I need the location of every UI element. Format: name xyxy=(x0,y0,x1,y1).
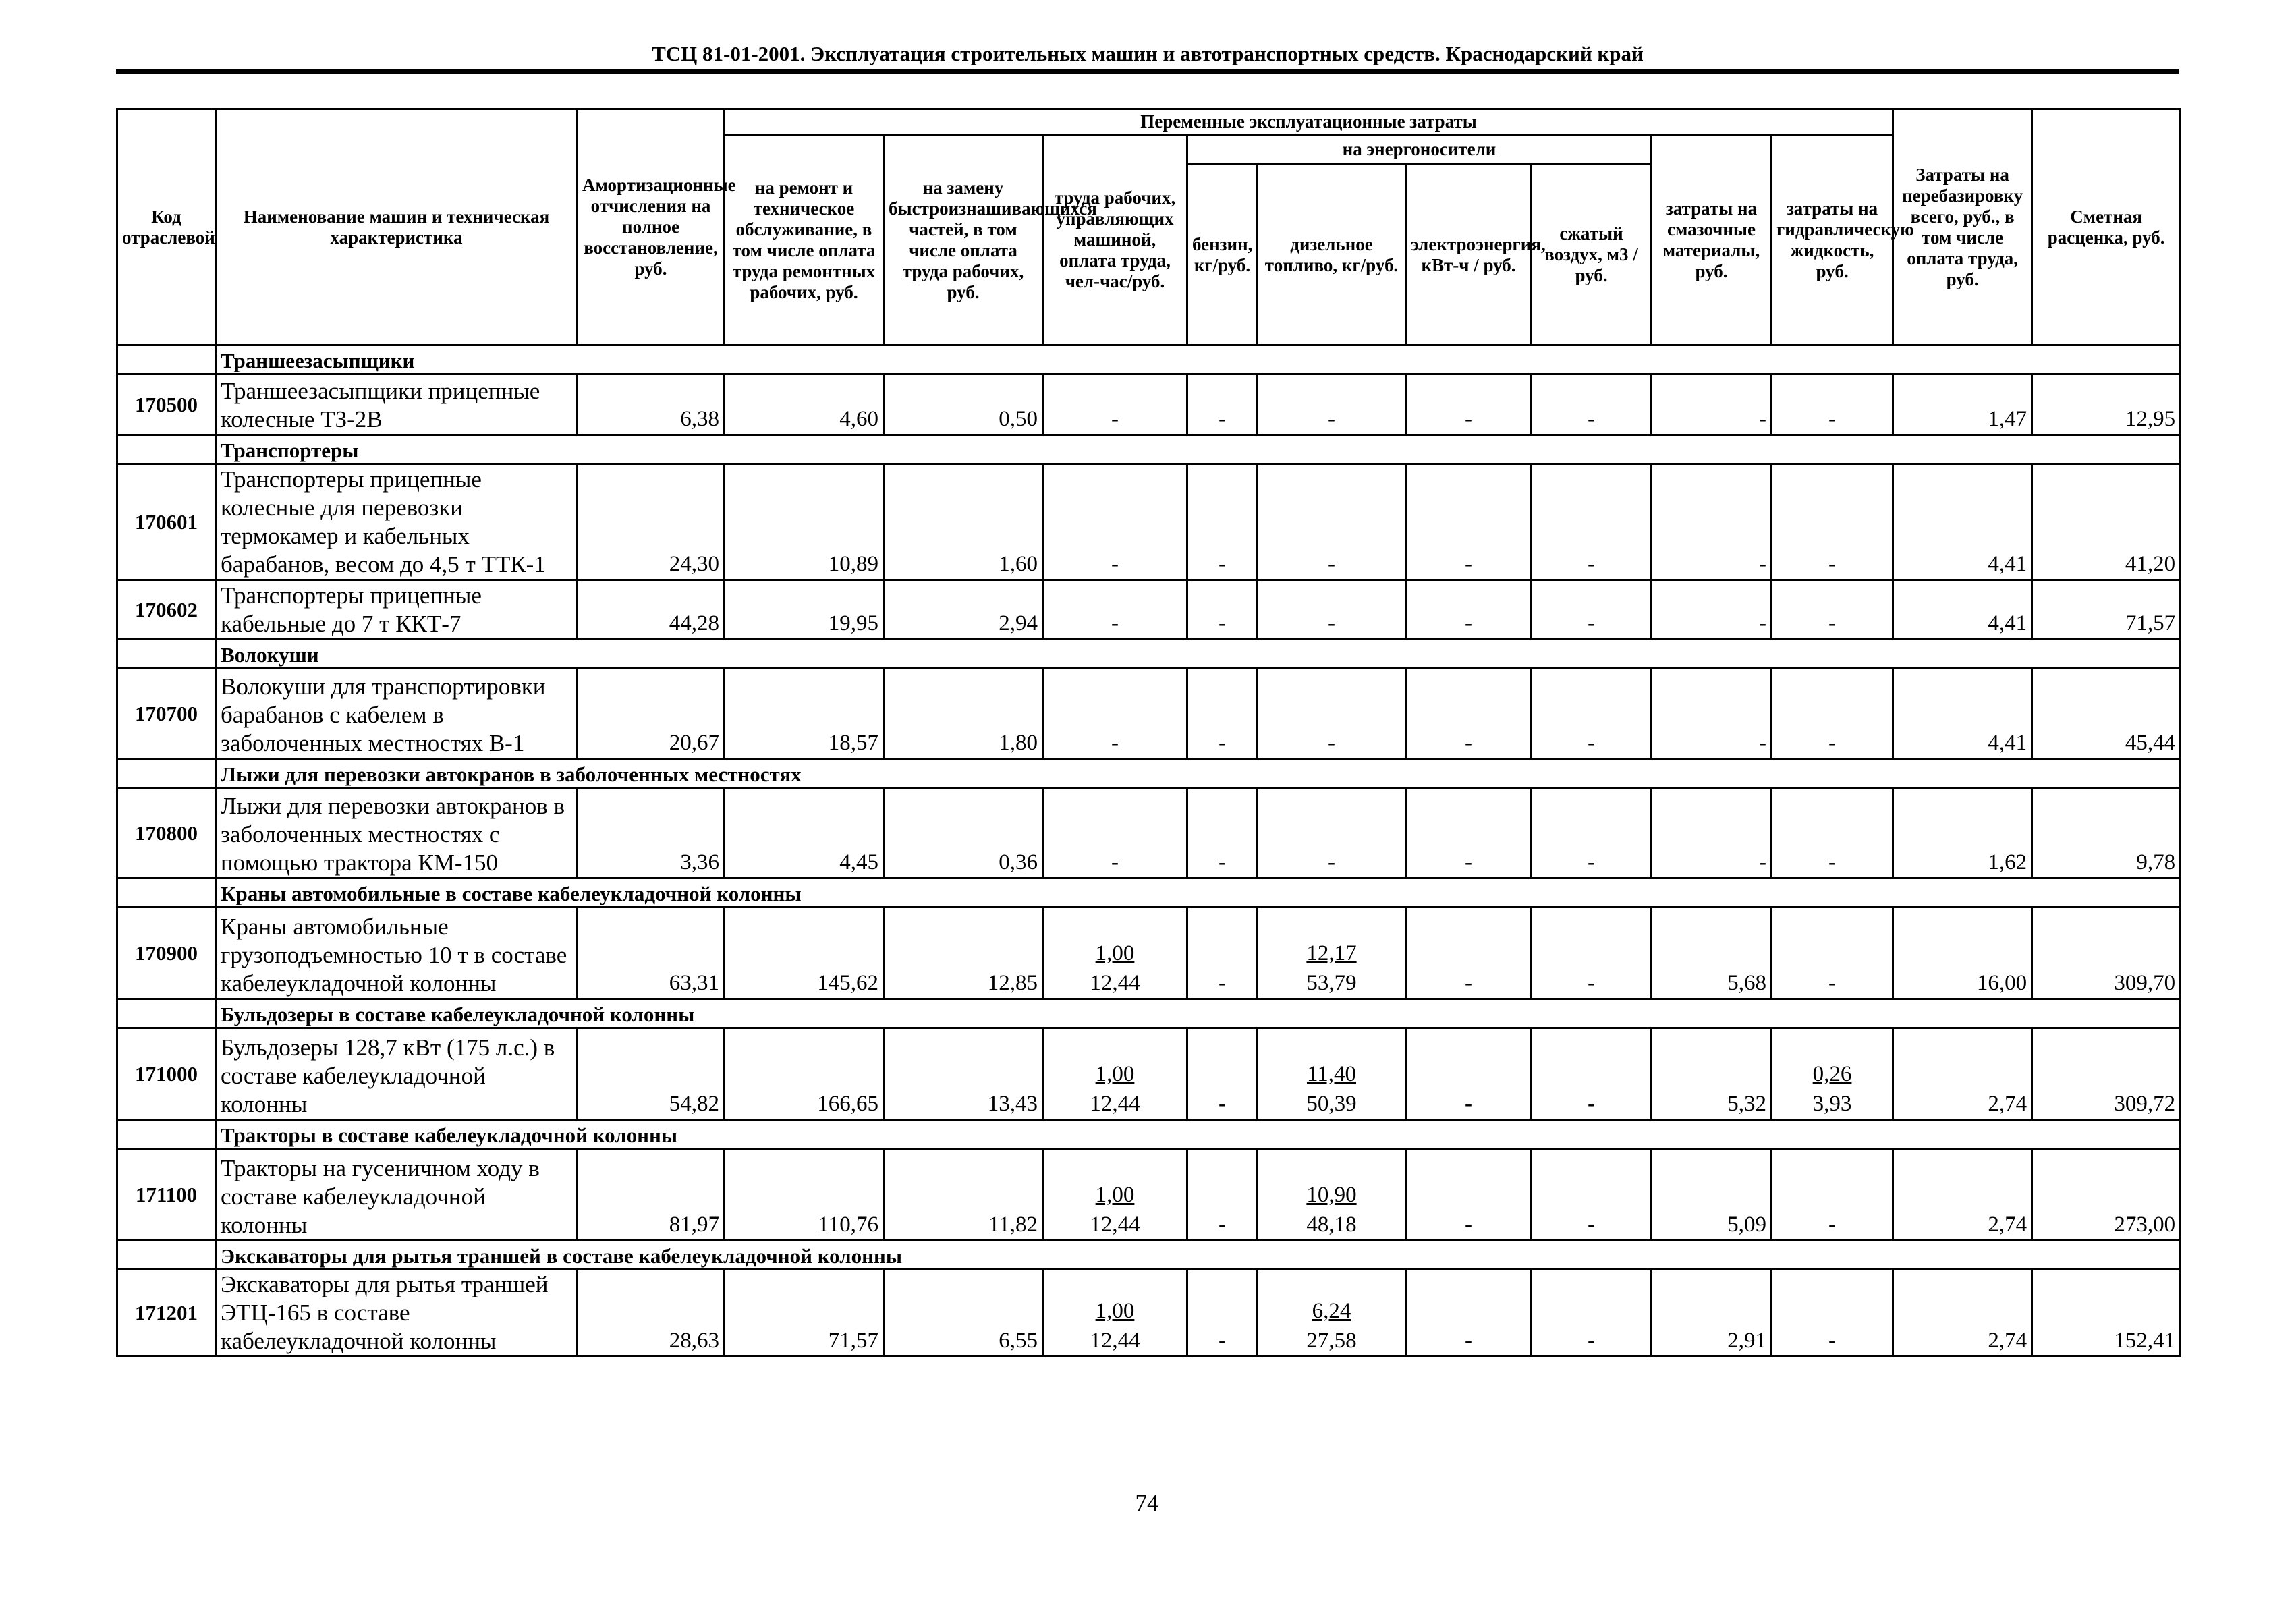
section-row xyxy=(117,1120,2181,1149)
col-name-header: Наименование машин и техническая характеристика xyxy=(216,109,578,345)
row-labor-value: - xyxy=(1111,850,1119,874)
row-labor-value: - xyxy=(1111,552,1119,576)
row-parts: 13,43 xyxy=(884,1028,1043,1120)
row-air: - xyxy=(1532,1149,1652,1241)
row-hydraulic-value: - xyxy=(1828,971,1837,995)
row-electric: - xyxy=(1406,1270,1532,1357)
row-rate: 45,44 xyxy=(2032,669,2181,759)
row-labor-top: 1,00 xyxy=(1095,1062,1135,1086)
section-row xyxy=(117,999,2181,1028)
row-rate: 152,41 xyxy=(2032,1270,2181,1357)
row-hydraulic-value: - xyxy=(1828,552,1837,576)
row-labor-value: - xyxy=(1111,731,1119,755)
row-labor-value: - xyxy=(1111,611,1119,636)
row-lubricants: - xyxy=(1652,464,1772,580)
row-labor-value: 12,44 xyxy=(1090,971,1140,995)
row-name: Траншеезасыпщики прицепные колесные ТЗ-2В xyxy=(216,374,578,435)
col-electric-header: электроэнергия, кВт-ч / руб. xyxy=(1406,165,1532,345)
row-rate: 273,00 xyxy=(2032,1149,2181,1241)
row-relocation: 16,00 xyxy=(1893,907,2032,999)
row-hydraulic-value: - xyxy=(1828,1328,1837,1353)
row-name: Краны автомобильные грузоподъемностью 10 т в составе кабелеукладочной колонны xyxy=(216,907,578,999)
section-code-blank xyxy=(117,345,216,374)
header-rule xyxy=(116,69,2179,74)
col-air-header: сжатый воздух, м3 / руб. xyxy=(1532,165,1652,345)
row-electric: - xyxy=(1406,464,1532,580)
row-electric: - xyxy=(1406,1028,1532,1120)
row-labor-value: 12,44 xyxy=(1090,1212,1140,1237)
row-relocation: 4,41 xyxy=(1893,669,2032,759)
row-lubricants: 5,68 xyxy=(1652,907,1772,999)
row-lubricants: - xyxy=(1652,580,1772,640)
section-row xyxy=(117,878,2181,907)
row-air: - xyxy=(1532,464,1652,580)
row-electric: - xyxy=(1406,788,1532,878)
row-hydraulic xyxy=(1772,580,1893,640)
row-parts: 6,55 xyxy=(884,1270,1043,1357)
row-labor-value: - xyxy=(1111,407,1119,431)
row-amort: 63,31 xyxy=(578,907,725,999)
row-hydraulic xyxy=(1772,374,1893,435)
row-diesel-top: 10,90 xyxy=(1306,1183,1357,1207)
row-code: 170601 xyxy=(117,464,216,580)
row-labor-top: 1,00 xyxy=(1095,1183,1135,1207)
row-repair: 10,89 xyxy=(725,464,884,580)
row-petrol: - xyxy=(1187,788,1258,878)
document-header: ТСЦ 81-01-2001. Эксплуатация строительных машин и автотранспортных средств. Краснодарский край xyxy=(652,42,1644,65)
row-diesel xyxy=(1258,1028,1406,1120)
row-rate: 41,20 xyxy=(2032,464,2181,580)
row-parts: 0,50 xyxy=(884,374,1043,435)
row-hydraulic-value: - xyxy=(1828,407,1837,431)
row-hydraulic-value: - xyxy=(1828,1212,1837,1237)
row-labor xyxy=(1043,1270,1187,1357)
row-hydraulic xyxy=(1772,1270,1893,1357)
row-air: - xyxy=(1532,788,1652,878)
row-diesel xyxy=(1258,464,1406,580)
row-amort: 6,38 xyxy=(578,374,725,435)
row-petrol: - xyxy=(1187,580,1258,640)
col-petrol-header: бензин, кг/руб. xyxy=(1187,165,1258,345)
page-number: 74 xyxy=(1135,1490,1159,1516)
col-variable-header: Переменные эксплуатационные затраты xyxy=(725,109,1893,135)
section-code-blank xyxy=(117,999,216,1028)
row-relocation: 2,74 xyxy=(1893,1028,2032,1120)
col-labor-header: труда рабочих, управляющих машиной, оплата труда, чел-час/руб. xyxy=(1043,135,1187,345)
row-labor-top: 1,00 xyxy=(1095,1299,1135,1323)
row-hydraulic xyxy=(1772,788,1893,878)
col-rate-header: Сметная расценка, руб. xyxy=(2032,109,2181,345)
row-rate: 309,70 xyxy=(2032,907,2181,999)
col-amort-header: Амортизационные отчисления на полное восстановление, руб. xyxy=(578,109,725,345)
row-repair: 4,45 xyxy=(725,788,884,878)
section-title: Транспортеры xyxy=(216,435,2181,464)
row-diesel-value: 53,79 xyxy=(1306,971,1357,995)
row-amort: 20,67 xyxy=(578,669,725,759)
row-petrol: - xyxy=(1187,1270,1258,1357)
row-lubricants: - xyxy=(1652,788,1772,878)
row-hydraulic-value: - xyxy=(1828,731,1837,755)
row-electric: - xyxy=(1406,1149,1532,1241)
row-diesel-value: 50,39 xyxy=(1306,1092,1357,1116)
row-lubricants: 2,91 xyxy=(1652,1270,1772,1357)
section-code-blank xyxy=(117,640,216,669)
section-title: Экскаваторы для рытья траншей в составе кабелеукладочной колонны xyxy=(216,1241,2181,1270)
row-electric: - xyxy=(1406,907,1532,999)
row-air: - xyxy=(1532,580,1652,640)
row-name: Волокуши для транспортировки барабанов с кабелем в заболоченных местностях В-1 xyxy=(216,669,578,759)
row-labor xyxy=(1043,580,1187,640)
row-repair: 145,62 xyxy=(725,907,884,999)
row-repair: 18,57 xyxy=(725,669,884,759)
section-row xyxy=(117,435,2181,464)
row-hydraulic-value: 3,93 xyxy=(1812,1092,1852,1116)
row-lubricants: - xyxy=(1652,669,1772,759)
row-repair: 4,60 xyxy=(725,374,884,435)
row-relocation: 1,62 xyxy=(1893,788,2032,878)
row-diesel-value: - xyxy=(1328,552,1335,576)
row-code: 170700 xyxy=(117,669,216,759)
col-parts-header: на замену быстроизнашивающихся частей, в том числе оплата труда рабочих, руб. xyxy=(884,135,1043,345)
row-air: - xyxy=(1532,669,1652,759)
row-air: - xyxy=(1532,907,1652,999)
row-hydraulic xyxy=(1772,1028,1893,1120)
table-row xyxy=(117,1270,2181,1357)
col-code-header: Код отраслевой xyxy=(117,109,216,345)
row-hydraulic-value: - xyxy=(1828,850,1837,874)
section-code-blank xyxy=(117,878,216,907)
row-air: - xyxy=(1532,1270,1652,1357)
row-code: 171100 xyxy=(117,1149,216,1241)
section-title: Тракторы в составе кабелеукладочной колонны xyxy=(216,1120,2181,1149)
section-code-blank xyxy=(117,435,216,464)
section-title: Краны автомобильные в составе кабелеукладочной колонны xyxy=(216,878,2181,907)
row-parts: 0,36 xyxy=(884,788,1043,878)
col-lubricants-header: затраты на смазочные материалы, руб. xyxy=(1652,135,1772,345)
row-code: 170500 xyxy=(117,374,216,435)
machines-cost-table xyxy=(116,108,2181,1357)
row-parts: 1,80 xyxy=(884,669,1043,759)
row-air: - xyxy=(1532,374,1652,435)
row-parts: 11,82 xyxy=(884,1149,1043,1241)
row-amort: 3,36 xyxy=(578,788,725,878)
row-labor-value: 12,44 xyxy=(1090,1092,1140,1116)
row-amort: 54,82 xyxy=(578,1028,725,1120)
row-petrol: - xyxy=(1187,669,1258,759)
row-name: Экскаваторы для рытья траншей ЭТЦ-165 в составе кабелеукладочной колонны xyxy=(216,1270,578,1357)
table-row xyxy=(117,1028,2181,1120)
row-petrol: - xyxy=(1187,464,1258,580)
section-code-blank xyxy=(117,1241,216,1270)
row-diesel xyxy=(1258,788,1406,878)
table-row xyxy=(117,464,2181,580)
row-diesel-top: 6,24 xyxy=(1312,1299,1351,1323)
row-hydraulic xyxy=(1772,669,1893,759)
row-diesel xyxy=(1258,1270,1406,1357)
row-name: Тракторы на гусеничном ходу в составе кабелеукладочной колонны xyxy=(216,1149,578,1241)
row-diesel-top: 11,40 xyxy=(1306,1062,1357,1086)
row-rate: 9,78 xyxy=(2032,788,2181,878)
row-lubricants: - xyxy=(1652,374,1772,435)
row-petrol: - xyxy=(1187,907,1258,999)
table-row xyxy=(117,788,2181,878)
row-relocation: 2,74 xyxy=(1893,1270,2032,1357)
row-amort: 24,30 xyxy=(578,464,725,580)
row-code: 171201 xyxy=(117,1270,216,1357)
col-diesel-header: дизельное топливо, кг/руб. xyxy=(1258,165,1406,345)
row-diesel-value: 27,58 xyxy=(1306,1328,1357,1353)
row-diesel-value: - xyxy=(1328,850,1335,874)
row-diesel xyxy=(1258,580,1406,640)
row-diesel xyxy=(1258,907,1406,999)
row-amort: 44,28 xyxy=(578,580,725,640)
row-rate: 12,95 xyxy=(2032,374,2181,435)
row-relocation: 2,74 xyxy=(1893,1149,2032,1241)
row-parts: 12,85 xyxy=(884,907,1043,999)
row-repair: 71,57 xyxy=(725,1270,884,1357)
table-row xyxy=(117,1149,2181,1241)
row-relocation: 4,41 xyxy=(1893,580,2032,640)
row-labor xyxy=(1043,1028,1187,1120)
row-name: Бульдозеры 128,7 кВт (175 л.с.) в составе кабелеукладочной колонны xyxy=(216,1028,578,1120)
row-hydraulic-value: - xyxy=(1828,611,1837,636)
row-labor xyxy=(1043,464,1187,580)
section-title: Лыжи для перевозки автокранов в заболоченных местностях xyxy=(216,759,2181,788)
row-labor-top: 1,00 xyxy=(1095,941,1135,965)
row-electric: - xyxy=(1406,669,1532,759)
row-diesel xyxy=(1258,374,1406,435)
row-diesel-top: 12,17 xyxy=(1306,941,1357,965)
row-repair: 110,76 xyxy=(725,1149,884,1241)
row-name: Лыжи для перевозки автокранов в заболоченных местностях с помощью трактора КМ-150 xyxy=(216,788,578,878)
table-row xyxy=(117,907,2181,999)
row-labor xyxy=(1043,374,1187,435)
section-code-blank xyxy=(117,1120,216,1149)
table-row xyxy=(117,669,2181,759)
row-code: 170800 xyxy=(117,788,216,878)
row-air: - xyxy=(1532,1028,1652,1120)
row-petrol: - xyxy=(1187,1149,1258,1241)
row-lubricants: 5,32 xyxy=(1652,1028,1772,1120)
row-rate: 309,72 xyxy=(2032,1028,2181,1120)
row-parts: 1,60 xyxy=(884,464,1043,580)
col-hydraulic-header: затраты на гидравлическую жидкость, руб. xyxy=(1772,135,1893,345)
row-name: Транспортеры прицепные колесные для перевозки термокамер и кабельных барабанов, весом до 4,5 т ТТК-1 xyxy=(216,464,578,580)
section-row xyxy=(117,759,2181,788)
table-row xyxy=(117,580,2181,640)
row-repair: 166,65 xyxy=(725,1028,884,1120)
row-amort: 28,63 xyxy=(578,1270,725,1357)
section-title: Волокуши xyxy=(216,640,2181,669)
row-diesel-value: 48,18 xyxy=(1306,1212,1357,1237)
row-diesel-value: - xyxy=(1328,407,1335,431)
row-hydraulic xyxy=(1772,907,1893,999)
row-diesel xyxy=(1258,1149,1406,1241)
section-code-blank xyxy=(117,759,216,788)
row-electric: - xyxy=(1406,374,1532,435)
row-rate: 71,57 xyxy=(2032,580,2181,640)
section-row xyxy=(117,1241,2181,1270)
row-petrol: - xyxy=(1187,1028,1258,1120)
row-code: 170900 xyxy=(117,907,216,999)
row-diesel xyxy=(1258,669,1406,759)
row-labor xyxy=(1043,788,1187,878)
row-labor xyxy=(1043,669,1187,759)
row-parts: 2,94 xyxy=(884,580,1043,640)
row-code: 170602 xyxy=(117,580,216,640)
row-hydraulic xyxy=(1772,464,1893,580)
row-labor-value: 12,44 xyxy=(1090,1328,1140,1353)
row-amort: 81,97 xyxy=(578,1149,725,1241)
table-row xyxy=(117,374,2181,435)
row-lubricants: 5,09 xyxy=(1652,1149,1772,1241)
col-energy-header: на энергоносители xyxy=(1187,135,1652,165)
section-row xyxy=(117,345,2181,374)
row-name: Транспортеры прицепные кабельные до 7 т ККТ-7 xyxy=(216,580,578,640)
table-header xyxy=(117,109,2181,345)
section-row xyxy=(117,640,2181,669)
row-diesel-value: - xyxy=(1328,731,1335,755)
row-hydraulic xyxy=(1772,1149,1893,1241)
row-labor xyxy=(1043,1149,1187,1241)
row-labor xyxy=(1043,907,1187,999)
table-body xyxy=(117,345,2181,1357)
row-code: 171000 xyxy=(117,1028,216,1120)
row-diesel-value: - xyxy=(1328,611,1335,636)
row-repair: 19,95 xyxy=(725,580,884,640)
row-relocation: 1,47 xyxy=(1893,374,2032,435)
col-repair-header: на ремонт и техническое обслуживание, в том числе оплата труда ремонтных рабочих, руб. xyxy=(725,135,884,345)
row-electric: - xyxy=(1406,580,1532,640)
section-title: Траншеезасыпщики xyxy=(216,345,2181,374)
row-relocation: 4,41 xyxy=(1893,464,2032,580)
row-petrol: - xyxy=(1187,374,1258,435)
section-title: Бульдозеры в составе кабелеукладочной колонны xyxy=(216,999,2181,1028)
col-relocation-header: Затраты на перебазировку всего, руб., в том числе оплата труда, руб. xyxy=(1893,109,2032,345)
row-hydraulic-top: 0,26 xyxy=(1812,1062,1852,1086)
